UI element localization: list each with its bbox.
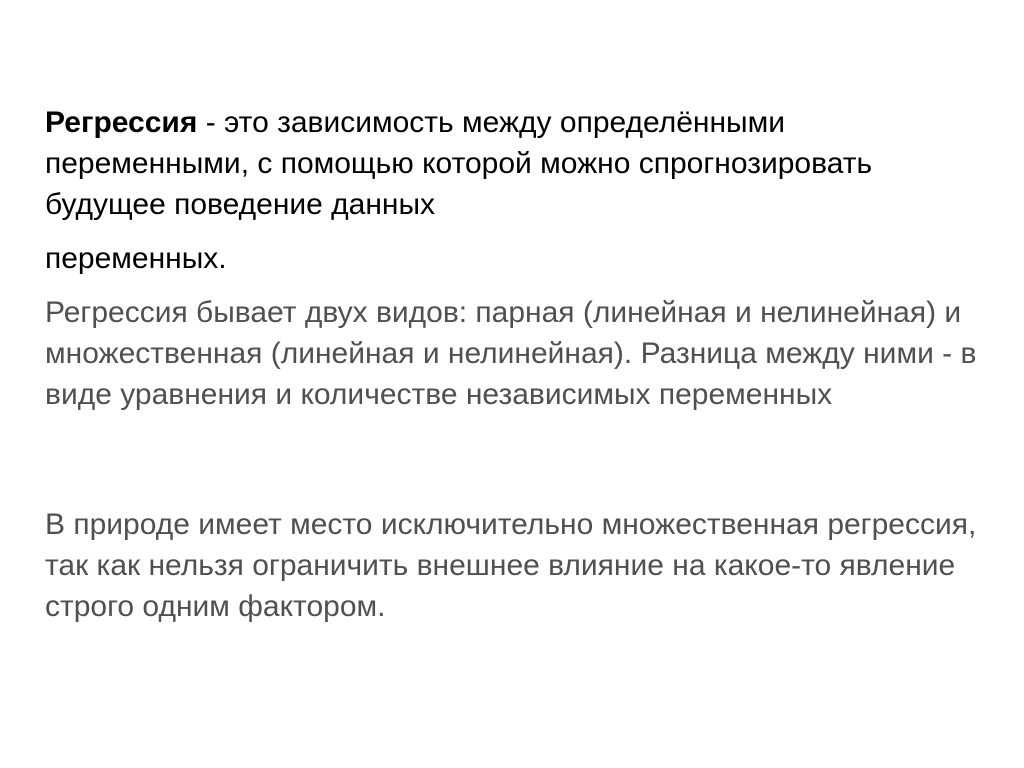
regression-types-paragraph: Регрессия бывает двух видов: парная (линейная и нелинейная) и множественная (линейная и нелинейная). Разница между ними - в виде уравнения и количестве независимых переменных <box>45 296 977 411</box>
definition-last-line: переменных. <box>45 242 227 275</box>
definition-term: Регрессия <box>45 106 198 139</box>
definition-paragraph <box>45 102 985 279</box>
nature-regression-paragraph: В природе имеет место исключительно множественная регрессия, так как нельзя ограничить внешнее влияние на какое-то явление строго одним фактором. <box>45 508 977 623</box>
definition-text: - это зависимость между определёнными переменными, с помощью которой можно спрогнозировать будущее поведение данных <box>45 106 873 221</box>
